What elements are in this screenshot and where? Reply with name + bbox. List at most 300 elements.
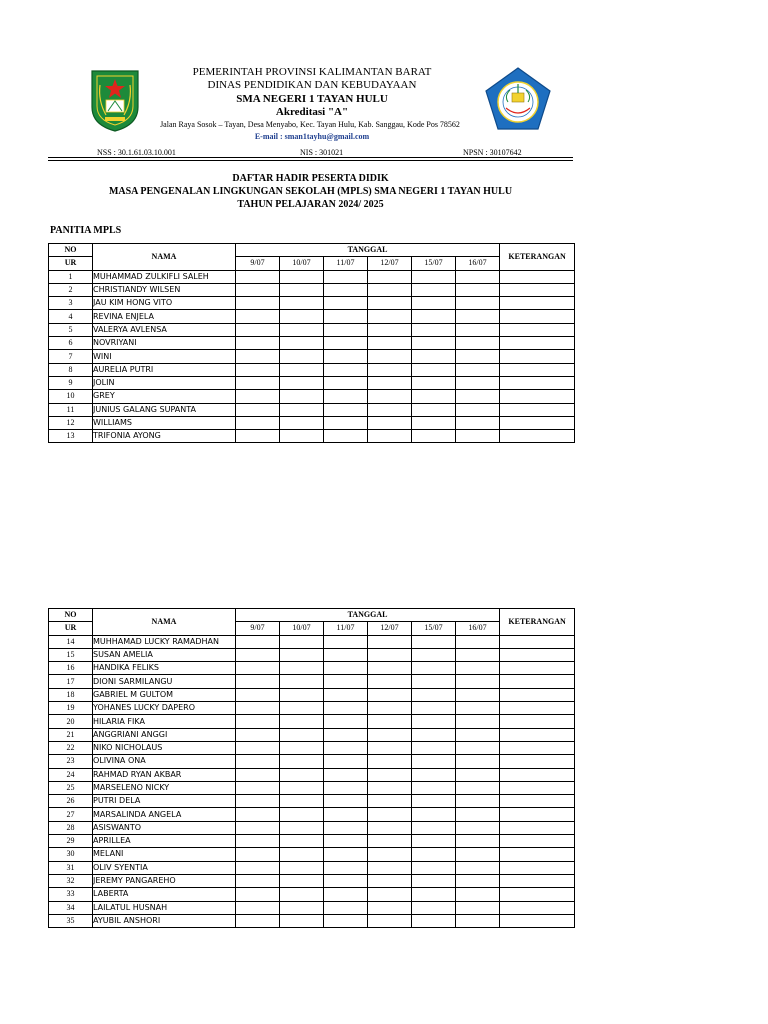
attendance-cell <box>324 416 368 429</box>
remarks-cell <box>500 755 575 768</box>
attendance-cell <box>368 901 412 914</box>
row-number: 28 <box>49 821 93 834</box>
attendance-cell <box>236 821 280 834</box>
participant-name: VALERYA AVLENSA <box>93 323 236 336</box>
attendance-cell <box>236 283 280 296</box>
attendance-cell <box>236 914 280 927</box>
remarks-cell <box>500 741 575 754</box>
attendance-cell <box>456 350 500 363</box>
attendance-cell <box>456 795 500 808</box>
attendance-cell <box>456 363 500 376</box>
column-header-date: 12/07 <box>368 622 412 635</box>
document-title: DAFTAR HADIR PESERTA DIDIK <box>232 173 389 184</box>
attendance-cell <box>456 403 500 416</box>
attendance-cell <box>280 688 324 701</box>
table-row <box>49 702 575 715</box>
table-row <box>49 416 575 429</box>
attendance-cell <box>412 888 456 901</box>
row-number: 29 <box>49 835 93 848</box>
attendance-cell <box>368 662 412 675</box>
attendance-cell <box>368 861 412 874</box>
attendance-cell <box>236 430 280 443</box>
attendance-cell <box>368 741 412 754</box>
attendance-cell <box>280 310 324 323</box>
attendance-cell <box>324 310 368 323</box>
table-row <box>49 337 575 350</box>
attendance-cell <box>236 795 280 808</box>
participant-name: APRILLEA <box>93 835 236 848</box>
attendance-cell <box>368 648 412 661</box>
attendance-cell <box>456 648 500 661</box>
attendance-cell <box>456 310 500 323</box>
attendance-cell <box>280 323 324 336</box>
table-row <box>49 323 575 336</box>
participant-name: HANDIKA FELIKS <box>93 662 236 675</box>
attendance-cell <box>324 848 368 861</box>
row-number: 2 <box>49 283 93 296</box>
attendance-cell <box>456 688 500 701</box>
attendance-cell <box>412 403 456 416</box>
attendance-cell <box>412 821 456 834</box>
table-row <box>49 648 575 661</box>
attendance-cell <box>368 808 412 821</box>
attendance-table <box>48 243 575 443</box>
attendance-cell <box>280 861 324 874</box>
attendance-cell <box>236 755 280 768</box>
attendance-cell <box>324 390 368 403</box>
remarks-cell <box>500 821 575 834</box>
attendance-cell <box>236 363 280 376</box>
row-number: 33 <box>49 888 93 901</box>
attendance-cell <box>236 874 280 887</box>
row-number: 7 <box>49 350 93 363</box>
attendance-cell <box>456 741 500 754</box>
attendance-cell <box>412 363 456 376</box>
table-row <box>49 808 575 821</box>
attendance-cell <box>280 808 324 821</box>
attendance-cell <box>324 795 368 808</box>
participant-name: JAU KIM HONG VITO <box>93 297 236 310</box>
attendance-cell <box>456 728 500 741</box>
column-header-date: 10/07 <box>280 257 324 270</box>
attendance-cell <box>368 675 412 688</box>
remarks-cell <box>500 728 575 741</box>
row-number: 30 <box>49 848 93 861</box>
column-header-nama: NAMA <box>93 609 236 636</box>
attendance-cell <box>236 861 280 874</box>
table-row <box>49 662 575 675</box>
remarks-cell <box>500 310 575 323</box>
attendance-cell <box>368 323 412 336</box>
attendance-cell <box>324 688 368 701</box>
remarks-cell <box>500 795 575 808</box>
attendance-cell <box>280 648 324 661</box>
attendance-cell <box>236 270 280 283</box>
attendance-cell <box>412 715 456 728</box>
attendance-cell <box>236 403 280 416</box>
row-number: 20 <box>49 715 93 728</box>
attendance-cell <box>412 768 456 781</box>
attendance-cell <box>368 874 412 887</box>
attendance-cell <box>456 768 500 781</box>
attendance-cell <box>236 715 280 728</box>
attendance-cell <box>456 635 500 648</box>
npsn-number: NPSN : 30107642 <box>463 148 522 157</box>
table-row <box>49 270 575 283</box>
column-header-keterangan: KETERANGAN <box>500 244 575 271</box>
attendance-cell <box>456 874 500 887</box>
attendance-cell <box>368 768 412 781</box>
table-row <box>49 848 575 861</box>
table-row <box>49 768 575 781</box>
attendance-cell <box>324 323 368 336</box>
attendance-cell <box>456 430 500 443</box>
attendance-cell <box>456 914 500 927</box>
row-number: 13 <box>49 430 93 443</box>
participant-name: MARSELENO NICKY <box>93 781 236 794</box>
attendance-cell <box>280 662 324 675</box>
row-number: 3 <box>49 297 93 310</box>
attendance-cell <box>368 376 412 389</box>
attendance-cell <box>236 390 280 403</box>
table-row <box>49 363 575 376</box>
attendance-cell <box>368 781 412 794</box>
remarks-cell <box>500 901 575 914</box>
participant-name: AYUBIL ANSHORI <box>93 914 236 927</box>
row-number: 1 <box>49 270 93 283</box>
attendance-cell <box>280 675 324 688</box>
attendance-cell <box>280 768 324 781</box>
attendance-cell <box>456 662 500 675</box>
attendance-cell <box>324 888 368 901</box>
table-row <box>49 403 575 416</box>
participant-name: JOLIN <box>93 376 236 389</box>
attendance-cell <box>280 283 324 296</box>
attendance-cell <box>236 662 280 675</box>
nis-number: NIS : 301021 <box>300 148 344 157</box>
attendance-cell <box>280 835 324 848</box>
table-row <box>49 901 575 914</box>
participant-name: AURELIA PUTRI <box>93 363 236 376</box>
column-header-date: 12/07 <box>368 257 412 270</box>
participant-name: WINI <box>93 350 236 363</box>
remarks-cell <box>500 337 575 350</box>
remarks-cell <box>500 768 575 781</box>
remarks-cell <box>500 888 575 901</box>
remarks-cell <box>500 848 575 861</box>
column-header-no: NO <box>49 244 93 257</box>
column-header-ur: UR <box>49 622 93 635</box>
attendance-cell <box>456 821 500 834</box>
attendance-cell <box>368 390 412 403</box>
attendance-cell <box>412 350 456 363</box>
attendance-cell <box>368 835 412 848</box>
attendance-table <box>48 608 575 928</box>
attendance-cell <box>412 755 456 768</box>
attendance-cell <box>324 350 368 363</box>
participant-name: OLIV SYENTIA <box>93 861 236 874</box>
attendance-cell <box>456 323 500 336</box>
remarks-cell <box>500 715 575 728</box>
nss-number: NSS : 30.1.61.03.10.001 <box>97 148 176 157</box>
attendance-cell <box>456 337 500 350</box>
attendance-cell <box>412 675 456 688</box>
attendance-cell <box>456 888 500 901</box>
remarks-cell <box>500 416 575 429</box>
attendance-cell <box>368 416 412 429</box>
remarks-cell <box>500 808 575 821</box>
column-header-tanggal: TANGGAL <box>236 609 500 622</box>
attendance-cell <box>456 390 500 403</box>
column-header-nama: NAMA <box>93 244 236 271</box>
attendance-cell <box>324 662 368 675</box>
table-row <box>49 821 575 834</box>
table-header-row <box>49 244 575 257</box>
attendance-cell <box>456 901 500 914</box>
row-number: 25 <box>49 781 93 794</box>
participant-name: TRIFONIA AYONG <box>93 430 236 443</box>
header-accreditation: Akreditasi "A" <box>275 106 349 118</box>
remarks-cell <box>500 363 575 376</box>
attendance-cell <box>236 835 280 848</box>
remarks-cell <box>500 874 575 887</box>
attendance-cell <box>324 755 368 768</box>
participant-name: DIONI SARMILANGU <box>93 675 236 688</box>
attendance-cell <box>280 403 324 416</box>
attendance-cell <box>412 741 456 754</box>
table-row <box>49 795 575 808</box>
row-number: 6 <box>49 337 93 350</box>
attendance-cell <box>236 376 280 389</box>
attendance-cell <box>236 781 280 794</box>
attendance-cell <box>456 861 500 874</box>
attendance-cell <box>368 702 412 715</box>
remarks-cell <box>500 662 575 675</box>
attendance-cell <box>280 350 324 363</box>
participant-name: JEREMY PANGAREHO <box>93 874 236 887</box>
attendance-cell <box>324 403 368 416</box>
remarks-cell <box>500 270 575 283</box>
participant-name: SUSAN AMELIA <box>93 648 236 661</box>
participant-name: YOHANES LUCKY DAPERO <box>93 702 236 715</box>
attendance-cell <box>456 416 500 429</box>
remarks-cell <box>500 283 575 296</box>
table-row <box>49 781 575 794</box>
attendance-cell <box>236 808 280 821</box>
row-number: 17 <box>49 675 93 688</box>
attendance-cell <box>368 270 412 283</box>
remarks-cell <box>500 781 575 794</box>
attendance-cell <box>412 270 456 283</box>
attendance-cell <box>368 755 412 768</box>
attendance-cell <box>412 702 456 715</box>
column-header-date: 9/07 <box>236 622 280 635</box>
participant-name: GABRIEL M GULTOM <box>93 688 236 701</box>
attendance-cell <box>368 337 412 350</box>
attendance-cell <box>324 675 368 688</box>
table-row <box>49 728 575 741</box>
row-number: 19 <box>49 702 93 715</box>
remarks-cell <box>500 702 575 715</box>
attendance-cell <box>368 715 412 728</box>
row-number: 26 <box>49 795 93 808</box>
attendance-cell <box>324 337 368 350</box>
remarks-cell <box>500 675 575 688</box>
row-number: 15 <box>49 648 93 661</box>
attendance-cell <box>236 768 280 781</box>
remarks-cell <box>500 376 575 389</box>
attendance-cell <box>456 781 500 794</box>
participant-name: MUHHAMAD LUCKY RAMADHAN <box>93 635 236 648</box>
attendance-cell <box>280 270 324 283</box>
attendance-cell <box>456 715 500 728</box>
attendance-cell <box>324 874 368 887</box>
attendance-cell <box>368 635 412 648</box>
attendance-cell <box>368 914 412 927</box>
attendance-cell <box>280 297 324 310</box>
attendance-cell <box>368 821 412 834</box>
row-number: 4 <box>49 310 93 323</box>
remarks-cell <box>500 430 575 443</box>
attendance-cell <box>236 635 280 648</box>
attendance-cell <box>412 416 456 429</box>
row-number: 18 <box>49 688 93 701</box>
attendance-cell <box>324 635 368 648</box>
participant-name: LABERTA <box>93 888 236 901</box>
attendance-cell <box>456 755 500 768</box>
attendance-cell <box>368 888 412 901</box>
attendance-cell <box>412 848 456 861</box>
attendance-cell <box>456 835 500 848</box>
attendance-cell <box>324 808 368 821</box>
participant-name: NIKO NICHOLAUS <box>93 741 236 754</box>
attendance-cell <box>280 430 324 443</box>
row-number: 23 <box>49 755 93 768</box>
attendance-cell <box>368 403 412 416</box>
remarks-cell <box>500 635 575 648</box>
attendance-cell <box>412 635 456 648</box>
attendance-cell <box>236 350 280 363</box>
attendance-cell <box>280 635 324 648</box>
attendance-cell <box>456 808 500 821</box>
header-divider-thick <box>48 157 573 158</box>
attendance-cell <box>280 728 324 741</box>
attendance-cell <box>280 755 324 768</box>
attendance-cell <box>324 861 368 874</box>
header-department: DINAS PENDIDIKAN DAN KEBUDAYAAN <box>207 79 417 91</box>
row-number: 35 <box>49 914 93 927</box>
table-row <box>49 350 575 363</box>
attendance-cell <box>236 688 280 701</box>
attendance-cell <box>280 390 324 403</box>
attendance-cell <box>324 297 368 310</box>
participant-name: PUTRI DELA <box>93 795 236 808</box>
attendance-cell <box>412 835 456 848</box>
remarks-cell <box>500 648 575 661</box>
remarks-cell <box>500 297 575 310</box>
attendance-cell <box>368 283 412 296</box>
row-number: 27 <box>49 808 93 821</box>
row-number: 16 <box>49 662 93 675</box>
attendance-cell <box>236 901 280 914</box>
attendance-cell <box>456 376 500 389</box>
row-number: 12 <box>49 416 93 429</box>
remarks-cell <box>500 688 575 701</box>
attendance-cell <box>280 795 324 808</box>
header-school-name: SMA NEGERI 1 TAYAN HULU <box>236 93 388 105</box>
section-title: PANITIA MPLS <box>50 225 122 236</box>
attendance-cell <box>280 363 324 376</box>
remarks-cell <box>500 861 575 874</box>
attendance-cell <box>412 376 456 389</box>
header-email: E-mail : sman1tayhu@gmail.com <box>254 132 370 141</box>
participant-name: OLIVINA ONA <box>93 755 236 768</box>
attendance-cell <box>236 310 280 323</box>
table-row <box>49 874 575 887</box>
table-row <box>49 297 575 310</box>
attendance-cell <box>236 848 280 861</box>
attendance-cell <box>324 821 368 834</box>
participant-name: MARSALINDA ANGELA <box>93 808 236 821</box>
attendance-cell <box>280 702 324 715</box>
column-header-date: 11/07 <box>324 257 368 270</box>
remarks-cell <box>500 403 575 416</box>
attendance-cell <box>236 416 280 429</box>
attendance-cell <box>412 901 456 914</box>
table-row <box>49 914 575 927</box>
attendance-cell <box>368 688 412 701</box>
attendance-cell <box>412 914 456 927</box>
participant-name: LAILATUL HUSNAH <box>93 901 236 914</box>
attendance-cell <box>236 648 280 661</box>
attendance-cell <box>456 848 500 861</box>
attendance-cell <box>412 323 456 336</box>
participant-name: ASISWANTO <box>93 821 236 834</box>
participant-name: JUNIUS GALANG SUPANTA <box>93 403 236 416</box>
participant-name: HILARIA FIKA <box>93 715 236 728</box>
attendance-cell <box>280 821 324 834</box>
attendance-cell <box>280 376 324 389</box>
attendance-cell <box>280 848 324 861</box>
attendance-cell <box>412 310 456 323</box>
column-header-date: 11/07 <box>324 622 368 635</box>
table-row <box>49 715 575 728</box>
attendance-cell <box>324 702 368 715</box>
attendance-cell <box>456 702 500 715</box>
remarks-cell <box>500 350 575 363</box>
attendance-cell <box>412 297 456 310</box>
attendance-cell <box>236 728 280 741</box>
attendance-cell <box>412 688 456 701</box>
attendance-cell <box>412 728 456 741</box>
table-row <box>49 835 575 848</box>
attendance-cell <box>280 888 324 901</box>
attendance-cell <box>324 728 368 741</box>
table-row <box>49 430 575 443</box>
participant-name: MUHAMMAD ZULKIFLI SALEH <box>93 270 236 283</box>
participant-name: ANGGRIANI ANGGI <box>93 728 236 741</box>
attendance-cell <box>412 337 456 350</box>
attendance-cell <box>280 741 324 754</box>
table-row <box>49 688 575 701</box>
participant-name: RAHMAD RYAN AKBAR <box>93 768 236 781</box>
attendance-cell <box>368 795 412 808</box>
column-header-ur: UR <box>49 257 93 270</box>
participant-name: CHRISTIANDY WILSEN <box>93 283 236 296</box>
row-number: 5 <box>49 323 93 336</box>
attendance-cell <box>368 310 412 323</box>
participant-name: REVINA ENJELA <box>93 310 236 323</box>
